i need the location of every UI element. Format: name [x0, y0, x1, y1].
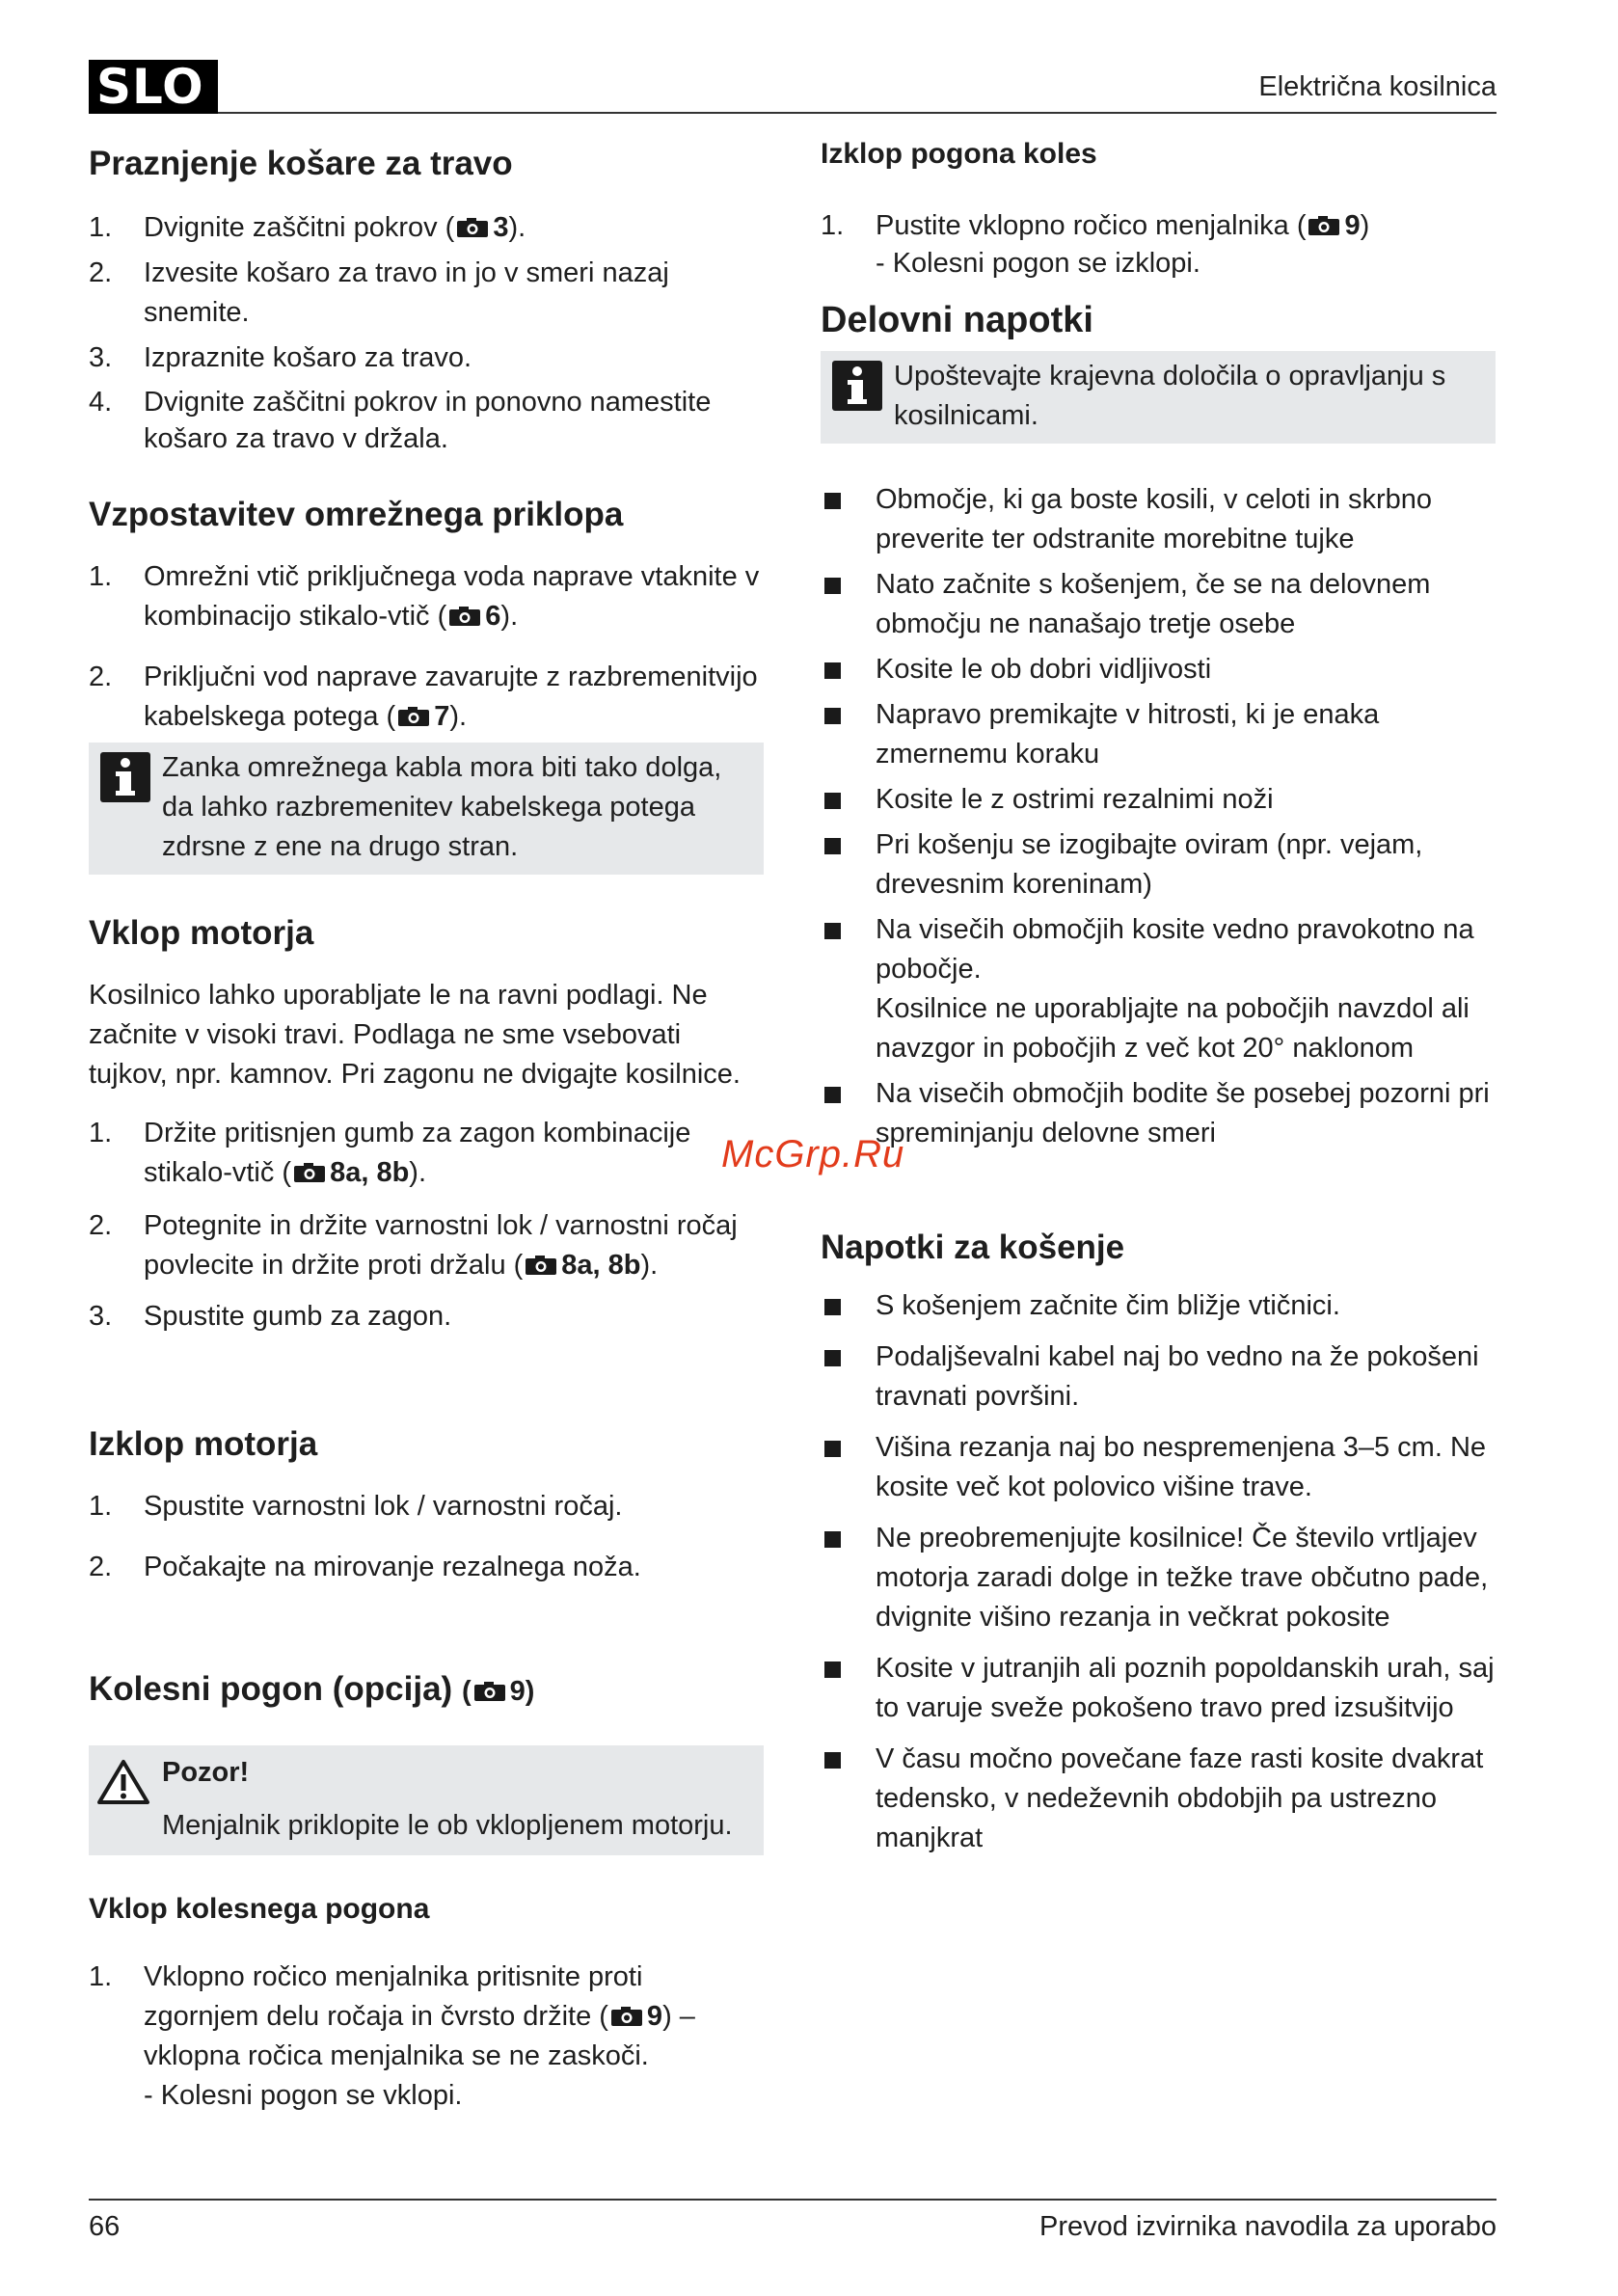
list-item: Višina rezanja naj bo nespremenjena 3–5 cm. Ne kosite več kot polovico višine trave. — [821, 1428, 1496, 1507]
list-item: Na visečih območjih kosite vedno pravokotno na pobočje. Kosilnice ne uporabljajte na pobočjih navzdol ali navzgor in pobočjih z več kot 20° naklonom — [821, 910, 1496, 1068]
info-icon — [832, 361, 882, 411]
figure-ref: ( 9) — [461, 1676, 535, 1707]
camera-icon — [397, 706, 430, 727]
figure-ref: 6 — [446, 601, 500, 632]
footer-title: Prevod izvirnika navodila za uporabo — [1039, 2211, 1497, 2242]
warning-note: Pozor! Menjalnik priklopite le ob vklopljenem motorju. — [89, 1745, 764, 1855]
list-item: 1. Pustite vklopno ročico menjalnika ( 9) — [821, 210, 1370, 241]
list-item: S košenjem začnite čim bližje vtičnici. — [821, 1286, 1496, 1326]
section-empty-grass-catcher — [89, 143, 764, 457]
list-item: Ne preobremenjujte kosilnice! Če število vrtljajev motorja zaradi dolge in težke trave občutno pade, dvignite višino rezanja in večkrat pokosite — [821, 1519, 1496, 1637]
camera-icon — [456, 217, 489, 238]
bullet-square — [824, 1531, 841, 1548]
bullet-square — [824, 1661, 841, 1678]
result-text: - Kolesni pogon se izklopi. — [876, 248, 1200, 279]
bullet-square — [824, 838, 841, 854]
figure-ref: 3 — [454, 212, 508, 243]
info-icon — [100, 752, 150, 802]
list-item: Območje, ki ga boste kosili, v celoti in skrbno preverite ter odstranite morebitne tujke — [821, 480, 1496, 559]
section-title: Delovni napotki — [821, 300, 1093, 340]
bullet-square — [824, 1350, 841, 1366]
section-title: Izklop motorja — [89, 1425, 318, 1463]
list-item: Na visečih območjih bodite še posebej pozorni pri spreminjanju delovne smeri — [821, 1074, 1496, 1153]
language-badge: SLO — [89, 60, 218, 114]
intro-paragraph: Kosilnico lahko uporabljate le na ravni podlagi. Ne začnite v visoki travi. Podlaga ne sme vsebovati tujkov, npr. kamnov. Pri zagonu ne dvigajte kosilnice. — [89, 980, 741, 1090]
section-wheel-drive-off — [821, 135, 1496, 281]
bullet-square — [824, 923, 841, 939]
camera-icon — [448, 606, 481, 627]
list-item: 2. Priključni vod naprave zavarujte z razbremenitvijo kabelskega potega ( 7). — [89, 662, 758, 732]
list-item: 3. Spustite gumb za zagon. — [89, 1301, 452, 1332]
list-item: 1. Držite pritisnjen gumb za zagon kombinacije stikalo-vtič ( 8a, 8b). — [89, 1118, 691, 1188]
footer-rule — [89, 2199, 1497, 2201]
list-item: Kosite v jutranjih ali poznih popoldanskih urah, saj to varuje sveže pokošeno travo pred izsušitvijo — [821, 1649, 1496, 1728]
section-mains-connection — [89, 494, 764, 875]
bullet-square — [824, 1752, 841, 1769]
list-item: Pri košenju se izogibajte oviram (npr. vejam, drevesnim koreninam) — [821, 825, 1496, 905]
section-title: Vzpostavitev omrežnega priklopa — [89, 496, 624, 533]
camera-icon — [610, 2006, 643, 2027]
section-title: Izklop pogona koles — [821, 138, 1097, 170]
figure-ref: 8a, 8b — [291, 1157, 409, 1188]
subsection-title: Vklop kolesnega pogona — [89, 1893, 430, 1925]
list-item: 1. Omrežni vtič priključnega voda naprave vtaknite v kombinacijo stikalo-vtič ( 6). — [89, 561, 760, 632]
bullet-square — [824, 662, 841, 679]
list-item: Kosite le ob dobri vidljivosti — [821, 650, 1496, 689]
figure-ref: 8a, 8b — [523, 1250, 640, 1281]
list-item: V času močno povečane faze rasti kosite dvakrat tedensko, v nedeževnih obdobjih pa ustrezno manjkrat — [821, 1740, 1496, 1858]
bullet-square — [824, 1087, 841, 1103]
camera-icon — [293, 1162, 326, 1183]
page-number: 66 — [89, 2211, 121, 2242]
figure-ref: 9 — [608, 2001, 662, 2032]
list-item: Napravo premikajte v hitrosti, ki je enaka zmernemu koraku — [821, 695, 1496, 774]
list-item: 1. Dvignite zaščitni pokrov ( 3). — [89, 212, 526, 243]
header-rule — [218, 112, 1497, 114]
info-note: Upoštevajte krajevna določila o opravljanju s kosilnicami. — [821, 351, 1496, 444]
figure-ref: 7 — [395, 701, 449, 732]
list-item: Kosite le z ostrimi rezalnimi noži — [821, 780, 1496, 820]
list-item: Podaljševalni kabel naj bo vedno na že pokošeni travnati površini. — [821, 1337, 1496, 1417]
list-item: 3. Izpraznite košaro za travo. — [89, 342, 472, 373]
section-title: Kolesni pogon (opcija) ( 9) — [89, 1670, 535, 1708]
list-item: 1. Spustite varnostni lok / varnostni ročaj. — [89, 1491, 623, 1522]
bullet-square — [824, 793, 841, 809]
figure-ref: 9 — [1306, 210, 1360, 241]
section-title: Napotki za košenje — [821, 1229, 1125, 1266]
section-title: Praznjenje košare za travo — [89, 145, 513, 182]
camera-icon — [525, 1255, 557, 1276]
bullet-square — [824, 1441, 841, 1457]
section-mowing-tips — [821, 1227, 1496, 1858]
section-title: Vklop motorja — [89, 914, 314, 952]
section-motor-off — [89, 1423, 764, 1587]
section-work-instructions — [821, 299, 1496, 1153]
camera-icon — [1308, 215, 1340, 236]
info-note: Zanka omrežnega kabla mora biti tako dolga, da lahko razbremenitev kabelskega potega zdrsne z ene na drugo stran. — [89, 743, 764, 875]
camera-icon — [473, 1681, 506, 1702]
bullet-square — [824, 708, 841, 724]
list-item: 2. Počakajte na mirovanje rezalnega noža. — [89, 1552, 641, 1582]
list-item: Nato začnite s košenjem, če se na delovnem območju ne nanašajo tretje osebe — [821, 565, 1496, 644]
warning-icon — [96, 1759, 150, 1805]
header-title: Električna kosilnica — [1258, 71, 1497, 102]
bullet-square — [824, 493, 841, 509]
bullet-square — [824, 1299, 841, 1315]
bullet-square — [824, 578, 841, 594]
result-text: - Kolesni pogon se vklopi. — [144, 2080, 463, 2111]
section-motor-on — [89, 912, 764, 1337]
list-item: 1. Vklopno ročico menjalnika pritisnite proti zgornjem delu ročaja in čvrsto držite ( 9) – vklopna ročica menjalnika se ne zaskoči. — [89, 1961, 695, 2071]
list-item: 2. Potegnite in držite varnostni lok / varnostni ročaj povlecite in držite proti držalu ( 8a, 8b). — [89, 1210, 738, 1281]
list-item: 2. Izvesite košaro za travo in jo v smeri nazaj snemite. — [89, 257, 669, 328]
watermark: McGrp.Ru — [721, 1133, 905, 1175]
section-wheel-drive — [89, 1668, 764, 2116]
list-item: 4. Dvignite zaščitni pokrov in ponovno namestite košaro za travo v držala. — [89, 387, 712, 454]
